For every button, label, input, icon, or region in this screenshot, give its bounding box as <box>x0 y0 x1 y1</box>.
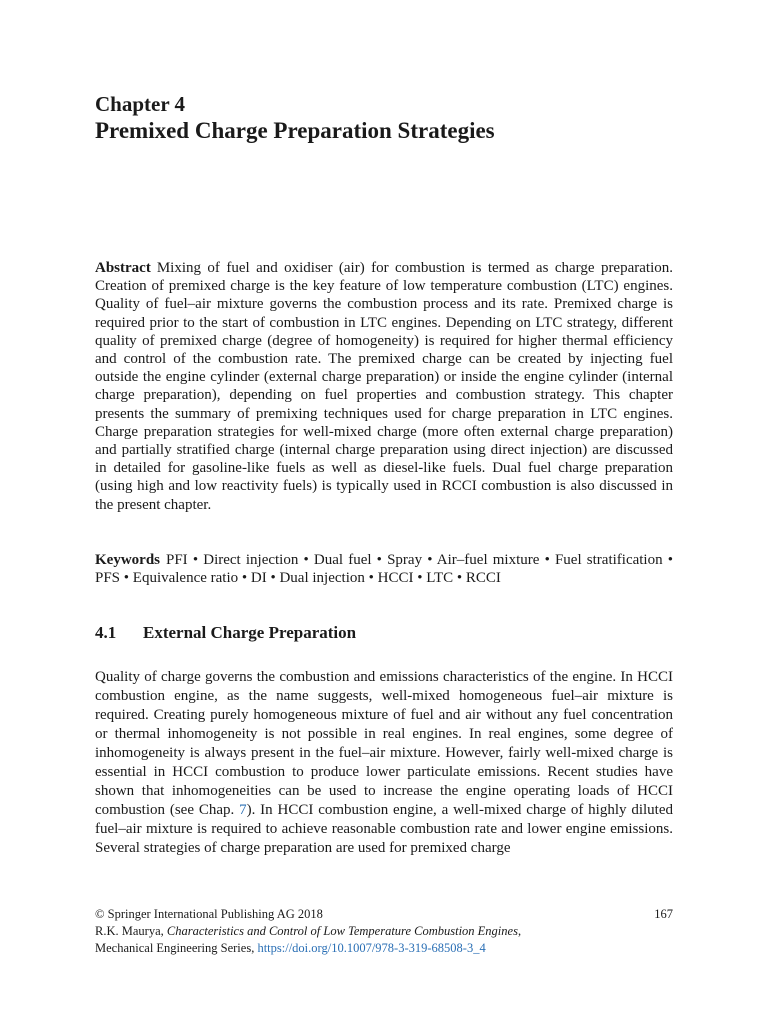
section-number: 4.1 <box>95 623 117 642</box>
citation-line <box>95 923 673 940</box>
paragraph-text-part2: ). In HCCI combustion engine, a well-mixed charge of highly diluted fuel–air mixture is required to achieve reasonable combustion rate and lower engine emissions. Several strategies of charge preparation are used for premixed charge <box>95 802 673 856</box>
abstract-text: Mixing of fuel and oxidiser (air) for combustion is termed as charge preparation. Creation of premixed charge is the key feature of low temperature combustion (LTC) engines. Quality of fuel–air mixture governs the combustion process and its rate. Premixed charge is required prior to the start of combustion in LTC engines. Depending on LTC strategy, different quality of premixed charge (degree of homogeneity) is required for higher thermal efficiency and control of the combustion rate. The premixed charge can be created by injecting fuel outside the engine cylinder (external charge preparation) or inside the engine cylinder (internal charge preparation), depending on fuel properties and combustion strategy. This chapter presents the summary of premixing techniques used for charge preparation in LTC engines. Charge preparation strategies for well-mixed charge (more often external charge preparation) and partially stratified charge (internal charge preparation using direct injection) are discussed in detailed for gasoline-like fuels as well as diesel-like fuels. Dual fuel charge preparation (using high and low reactivity fuels) is typically used in RCCI combustion is also discussed in the present chapter. <box>95 260 673 513</box>
chapter-title: Premixed Charge Preparation Strategies <box>95 118 495 143</box>
keywords-text: PFI • Direct injection • Dual fuel • Spray • Air–fuel mixture • Fuel stratification • PFS • Equivalence ratio • DI • Dual injection • HCCI • LTC • RCCI <box>95 552 673 587</box>
abstract-paragraph <box>95 259 673 514</box>
section-heading <box>95 622 356 644</box>
citation-book-title: Characteristics and Control of Low Temperature Combustion Engines <box>166 924 518 938</box>
copyright-line: © Springer International Publishing AG 2018 <box>95 907 323 921</box>
chapter-label: Chapter 4 <box>95 92 186 116</box>
citation-comma: , <box>517 924 522 938</box>
series-line <box>95 940 673 957</box>
book-page <box>95 0 673 1024</box>
chapter-reference-link[interactable]: 7 <box>239 802 247 818</box>
citation-author: R.K. Maurya, <box>95 924 167 938</box>
doi-link[interactable]: https://doi.org/10.1007/978-3-319-68508-3_4 <box>257 941 486 955</box>
series-name: Mechanical Engineering Series, <box>95 941 258 955</box>
section-paragraph <box>95 668 673 858</box>
section-title: External Charge Preparation <box>143 623 357 642</box>
page-footer <box>95 906 673 957</box>
abstract-label: Abstract <box>95 260 151 276</box>
keywords-label: Keywords <box>95 552 160 568</box>
page-number: 167 <box>654 907 673 921</box>
keywords-paragraph <box>95 551 673 587</box>
paragraph-text-part1: Quality of charge governs the combustion and emissions characteristics of the engine. In HCCI combustion engine, as the name suggests, well-mixed homogeneous fuel–air mixture is required. Creating purely homogeneous mixture of fuel and air without any fuel concentration or thermal inhomogeneity is not possible in real engines. In real engines, some degree of inhomogeneity is always present in the fuel–air mixture. However, fairly well-mixed charge is essential in HCCI combustion to produce lower particulate emissions. Recent studies have shown that inhomogeneities can be used to increase the engine operating loads of HCCI combustion (see Chap. <box>95 669 673 818</box>
